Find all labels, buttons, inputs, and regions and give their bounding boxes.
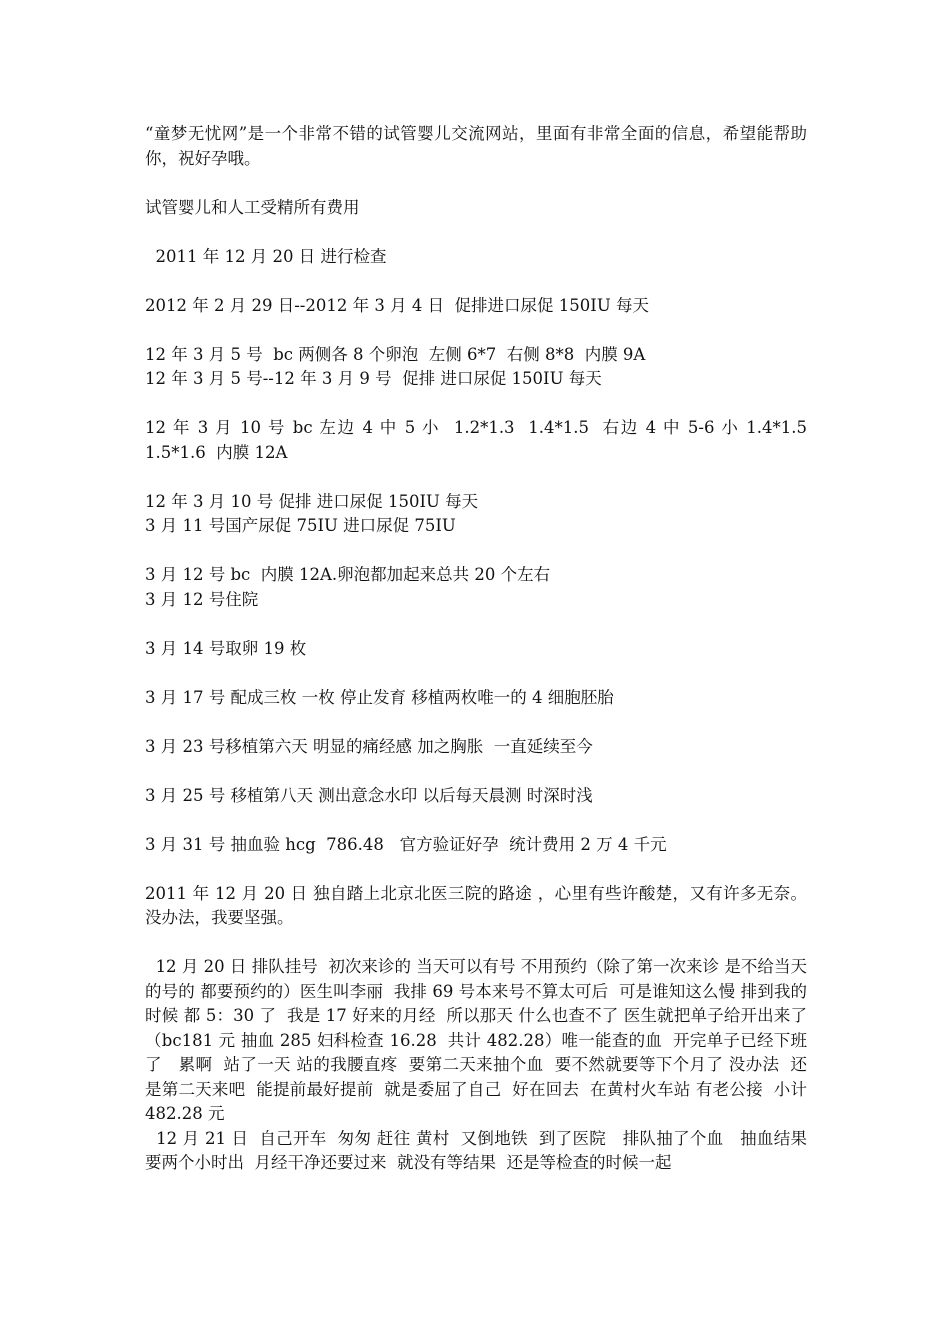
timeline-entry: 3 月 31 号 抽血验 hcg 786.48 官方验证好孕 统计费用 2 万 4 千元 <box>145 834 667 854</box>
narrative-paragraph: 2011 年 12 月 20 日 独自踏上北京北医三院的路途 ，心里有些许酸楚，又有许多无奈。没办法，我要坚强。 <box>145 883 807 927</box>
intro-paragraph: “童梦无忧网”是一个非常不错的试管婴儿交流网站，里面有非常全面的信息，希望能帮助你，祝好孕哦。 <box>145 124 807 168</box>
timeline-entry: 3 月 17 号 配成三枚 一枚 停止发育 移植两枚唯一的 4 细胞胚胎 <box>145 687 614 707</box>
document-body <box>145 122 813 1176</box>
timeline-entry: 12 年 3 月 5 号 bc 两侧各 8 个卵泡 左侧 6*7 右侧 8*8 内膜 9A 12 年 3 月 5 号--12 年 3 月 9 号 促排 进口尿促 150IU 每天 <box>145 344 646 388</box>
timeline-entry: 2012 年 2 月 29 日--2012 年 3 月 4 日 促排进口尿促 150IU 每天 <box>145 295 649 315</box>
timeline-entry: 3 月 12 号 bc 内膜 12A.卵泡都加起来总共 20 个左右 3 月 12 号住院 <box>145 565 551 609</box>
timeline-entry: 12 年 3 月 10 号 促排 进口尿促 150IU 每天 3 月 11 号国产尿促 75IU 进口尿促 75IU <box>145 491 479 535</box>
timeline-entry: 3 月 23 号移植第六天 明显的痛经感 加之胸胀 一直延续至今 <box>145 736 593 756</box>
timeline-entry: 3 月 25 号 移植第八天 测出意念水印 以后每天晨测 时深时浅 <box>145 785 593 805</box>
timeline-entry: 12 年 3 月 10 号 bc 左边 4 中 5 小 1.2*1.3 1.4*1.5 右边 4 中 5-6 小 1.4*1.5 1.5*1.6 内膜 12A <box>145 418 813 462</box>
narrative-paragraph: 12 月 20 日 排队挂号 初次来诊的 当天可以有号 不用预约（除了第一次来诊 是不给当天的号的 都要预约的）医生叫李丽 我排 69 号本来号不算太可后 可是谁知这么慢 排到我的时候 都 5：30 了 我是 17 好来的月经 所以那天 什么也查不了 医生就把单子给开出来了（bc181 元 抽血 285 妇科检查 16.28 共计 482.28）唯一能查的血 开完单子已经下班了 累啊 站了一天 站的我腰直疼 要第二天来抽个血 要不然就要等下个月了 没办法 还是第二天来吧 能提前最好提前 就是委屈了自己 好在回去 在黄村火车站 有老公接 小计 482.28 元 <box>145 957 813 1123</box>
section-title: 试管婴儿和人工受精所有费用 <box>145 197 360 217</box>
timeline-entry: 2011 年 12 月 20 日 进行检查 <box>145 246 387 266</box>
narrative-paragraph: 12 月 21 日 自己开车 匆匆 赶往 黄村 又倒地铁 到了医院 排队抽了个血 抽血结果要两个小时出 月经干净还要过来 就没有等结果 还是等检查的时候一起 <box>145 1128 807 1172</box>
timeline-entry: 3 月 14 号取卵 19 枚 <box>145 638 307 658</box>
